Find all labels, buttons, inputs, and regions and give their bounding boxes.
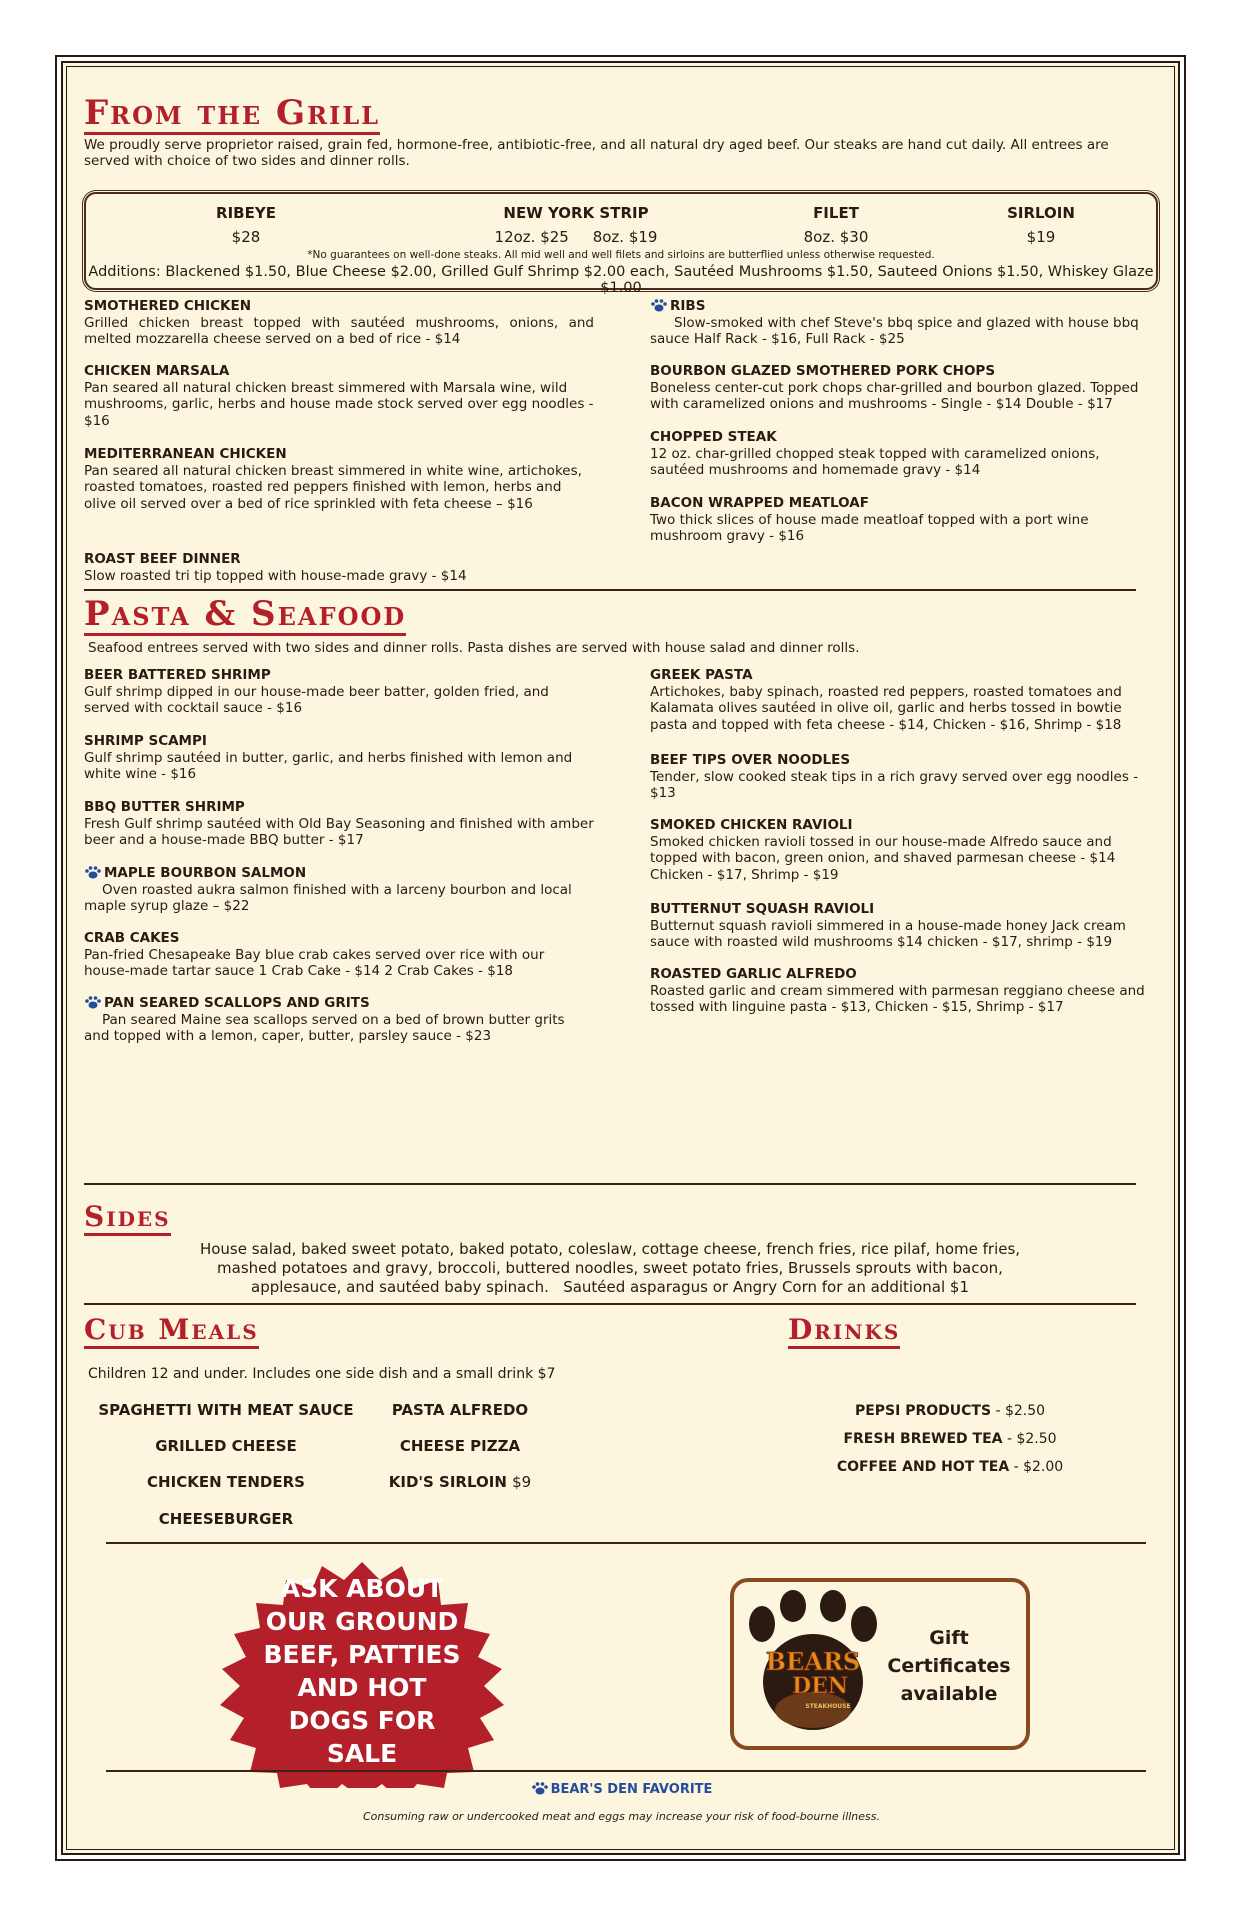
promo-line: DOGS FOR (288, 1706, 436, 1735)
promo-line: SALE (326, 1739, 398, 1768)
menu-item-roast-beef-dinner (84, 551, 594, 584)
steak-additions: Additions: Blackened $1.50, Blue Cheese $2.00, Grilled Gulf Shrimp $2.00 each, Sautéed Mushrooms $1.50, Sauteed Onions $1.50, Whiskey Glaze $1.00 (88, 264, 1154, 296)
menu-item-pork-chops (650, 363, 1165, 413)
item-description: 12 oz. char-grilled chopped steak topped with caramelized onions, sautéed mushrooms and homemade gravy - $14 (650, 445, 1100, 478)
gift-certificate-box (730, 1578, 1030, 1750)
drink-price: - $2.50 (991, 1403, 1046, 1419)
kid-item-sirloin (360, 1473, 560, 1491)
promo-line: ASK ABOUT (280, 1574, 444, 1603)
item-description: Gulf shrimp sautéed in butter, garlic, and herbs finished with lemon and white wine - $16 (84, 749, 573, 782)
menu-item-bacon-meatloaf (650, 495, 1130, 545)
steak-price: $28 (231, 228, 261, 246)
drink-name: PEPSI PRODUCTS (854, 1403, 992, 1419)
section-divider (106, 1542, 1146, 1544)
steak-price: $19 (1026, 228, 1056, 246)
promo-line: AND HOT (297, 1673, 427, 1702)
grill-intro: We proudly serve proprietor raised, grain fed, hormone-free, antibiotic-free, and all natural dry aged beef. Our steaks are hand cut daily. All entrees are served with choice of two sides and dinner rolls. (84, 137, 1109, 169)
item-title: ROAST BEEF DINNER (84, 551, 241, 567)
item-description: Slow roasted tri tip topped with house-made gravy - $14 (84, 567, 467, 584)
drink-item (800, 1403, 1100, 1419)
steak-ribeye (146, 204, 346, 246)
item-description: Boneless center-cut pork chops char-grilled and bourbon glazed. Topped with caramelized onions and mushrooms - Single - $14 Double - $17 (650, 379, 1139, 412)
pasta-heading: Pasta & Seafood (84, 594, 407, 634)
kid-item: CHICKEN TENDERS (147, 1473, 305, 1491)
gift-line: available (900, 1683, 998, 1705)
menu-item-bbq-butter-shrimp (84, 799, 594, 849)
item-description: Roasted garlic and cream simmered with parmesan reggiano cheese and tossed with linguine pasta - $13, Chicken - $15, Shrimp - $17 (650, 982, 1145, 1015)
item-description: Slow-smoked with chef Steve's bbq spice and glazed with house bbq sauce Half Rack - $16, Full Rack - $25 (650, 314, 1139, 347)
drink-item (800, 1431, 1100, 1447)
item-description: Pan seared all natural chicken breast simmered with Marsala wine, wild mushrooms, garlic, herbs and house made stock served over egg noodles - $16 (84, 379, 594, 429)
sides-line: applesauce, and sautéed baby spinach. Sautéed asparagus or Angry Corn for an additional $1 (251, 1278, 969, 1296)
menu-item-butternut-ravioli (650, 901, 1145, 951)
menu-item-crab-cakes (84, 930, 594, 980)
drink-item (800, 1459, 1100, 1475)
menu-item-smoked-chicken-ravioli (650, 817, 1145, 883)
favorite-legend (0, 1781, 1243, 1797)
item-description: Pan-fried Chesapeake Bay blue crab cakes served over rice with our house-made tartar sauce 1 Crab Cake - $14 2 Crab Cakes - $18 (84, 946, 545, 979)
steak-name: NEW YORK STRIP (503, 204, 649, 222)
menu-item-ribs (650, 298, 1160, 348)
promo-line: BEEF, PATTIES (263, 1640, 461, 1669)
steak-name: FILET (813, 204, 859, 222)
item-title-row (84, 995, 594, 1012)
paw-icon (84, 995, 102, 1009)
item-description: Artichokes, baby spinach, roasted red peppers, roasted tomatoes and Kalamata olives sautéed in olive oil, garlic and herbs tossed in bowtie pasta and topped with feta cheese - $14, Chicken - $16, Shrimp - $18 (650, 683, 1122, 733)
item-title: CHOPPED STEAK (650, 429, 777, 445)
paw-icon (650, 298, 668, 312)
steak-name: RIBEYE (216, 204, 276, 222)
item-title: BUTTERNUT SQUASH RAVIOLI (650, 901, 875, 917)
kid-item: GRILLED CHEESE (155, 1437, 297, 1455)
drink-name: FRESH BREWED TEA (843, 1431, 1003, 1447)
item-description: Pan seared all natural chicken breast simmered in white wine, artichokes, roasted tomatoes, roasted red peppers finished with lemon, herbs and olive oil served over a bed of rice sprinkled with feta cheese – $16 (84, 462, 582, 512)
gift-text (884, 1624, 1014, 1708)
item-title: BEEF TIPS OVER NOODLES (650, 752, 851, 768)
item-title: MAPLE BOURBON SALMON (104, 865, 307, 881)
steak-filet (736, 204, 936, 246)
item-title-row (650, 298, 1160, 315)
steak-name: SIRLOIN (1007, 204, 1075, 222)
kid-sirloin-price: $9 (512, 1473, 532, 1491)
menu-item-chicken-marsala (84, 363, 594, 429)
gift-line: Gift (929, 1627, 969, 1649)
kid-item: SPAGHETTI WITH MEAT SAUCE (98, 1401, 354, 1419)
item-title: CHICKEN MARSALA (84, 363, 230, 379)
item-title: PAN SEARED SCALLOPS AND GRITS (104, 995, 370, 1011)
logo-word-bears: BEARS (765, 1647, 861, 1676)
kid-item: CHEESE PIZZA (399, 1437, 521, 1455)
consumption-warning: Consuming raw or undercooked meat and eggs may increase your risk of food-bourne illness. (363, 1810, 880, 1823)
gift-line: Certificates (887, 1655, 1011, 1677)
grill-heading: From the Grill (84, 93, 381, 133)
sides-line: House salad, baked sweet potato, baked potato, coleslaw, cottage cheese, french fries, rice pilaf, home fries, (199, 1240, 1021, 1258)
item-title: GREEK PASTA (650, 667, 753, 683)
drink-name: COFFEE AND HOT TEA (836, 1459, 1010, 1475)
item-title: SMOKED CHICKEN RAVIOLI (650, 817, 853, 833)
cub-heading: Cub Meals (84, 1316, 259, 1349)
section-divider (84, 1303, 1136, 1305)
kid-item: PASTA ALFREDO (391, 1401, 529, 1419)
menu-item-maple-bourbon-salmon (84, 865, 594, 915)
menu-item-chopped-steak (650, 429, 1130, 479)
item-title: BEER BATTERED SHRIMP (84, 667, 271, 683)
item-title: BACON WRAPPED MEATLOAF (650, 495, 869, 511)
item-description: Grilled chicken breast topped with sautéed mushrooms, onions, and melted mozzarella cheese served on a bed of rice - $14 (84, 314, 594, 347)
item-title-row (84, 865, 594, 882)
pasta-intro: Seafood entrees served with two sides and dinner rolls. Pasta dishes are served with house salad and dinner rolls. (88, 640, 860, 656)
steak-price: 12oz. $25 8oz. $19 (494, 228, 658, 246)
item-description: Tender, slow cooked steak tips in a rich gravy served over egg noodles - $13 (650, 768, 1139, 801)
item-description: Pan seared Maine sea scallops served on a bed of brown butter grits and topped with a lemon, caper, butter, parsley sauce - $23 (84, 1011, 565, 1044)
menu-item-greek-pasta (650, 667, 1145, 733)
item-description: Smoked chicken ravioli tossed in our house-made Alfredo sauce and topped with bacon, green onion, and shaved parmesan cheese - $14 Chicken - $17, Shrimp - $19 (650, 833, 1116, 883)
steak-box (84, 192, 1158, 296)
drinks-heading: Drinks (788, 1316, 900, 1349)
steak-sirloin (941, 204, 1141, 246)
steak-price: 8oz. $30 (803, 228, 869, 246)
promo-text (232, 1572, 492, 1770)
item-description: Gulf shrimp dipped in our house-made beer batter, golden fried, and served with cocktail sauce - $16 (84, 683, 549, 716)
item-title: BOURBON GLAZED SMOTHERED PORK CHOPS (650, 363, 996, 379)
menu-item-smothered-chicken (84, 298, 594, 348)
item-title: CRAB CAKES (84, 930, 180, 946)
steak-note: *No guarantees on well-done steaks. All mid well and well filets and sirloins are butterflied unless otherwise requested. (307, 249, 935, 261)
sides-heading: Sides (84, 1203, 171, 1236)
logo-word-den: DEN (792, 1673, 848, 1699)
section-divider (106, 1770, 1146, 1772)
menu-item-shrimp-scampi (84, 733, 594, 783)
kid-item: CHEESEBURGER (158, 1510, 294, 1528)
item-description: Fresh Gulf shrimp sautéed with Old Bay Seasoning and finished with amber beer and a house-made BBQ butter - $17 (84, 815, 594, 848)
drink-price: - $2.00 (1009, 1459, 1064, 1475)
menu-item-beef-tips (650, 752, 1145, 802)
steak-new-york-strip (401, 204, 751, 246)
menu-item-beer-battered-shrimp (84, 667, 594, 717)
item-title: BBQ BUTTER SHRIMP (84, 799, 245, 815)
menu-item-garlic-alfredo (650, 966, 1165, 1016)
item-description: Oven roasted aukra salmon finished with a larceny bourbon and local maple syrup glaze – $22 (84, 881, 572, 914)
cub-intro: Children 12 and under. Includes one side dish and a small drink $7 (88, 1366, 556, 1382)
item-description: Butternut squash ravioli simmered in a house-made honey Jack cream sauce with roasted wild mushrooms $14 chicken - $17, shrimp - $19 (650, 917, 1126, 950)
item-description: Two thick slices of house made meatloaf topped with a port wine mushroom gravy - $16 (650, 511, 1089, 544)
section-divider (84, 1183, 1136, 1185)
item-title: SHRIMP SCAMPI (84, 733, 207, 749)
sides-list (110, 1240, 1110, 1297)
item-title: SMOTHERED CHICKEN (84, 298, 252, 314)
sides-line: mashed potatoes and gravy, broccoli, buttered noodles, sweet potato fries, Brussels sprouts with bacon, (217, 1259, 1003, 1277)
item-title: RIBS (670, 298, 706, 314)
favorite-label: BEAR'S DEN FAVORITE (550, 1782, 713, 1797)
menu-item-mediterranean-chicken (84, 446, 594, 512)
bears-den-logo (748, 1590, 878, 1740)
drink-price: - $2.50 (1002, 1431, 1057, 1447)
kid-item: KID'S SIRLOIN (388, 1473, 507, 1491)
logo-word-steakhouse: STEAKHOUSE (805, 1703, 851, 1710)
item-title: MEDITERRANEAN CHICKEN (84, 446, 287, 462)
item-title: ROASTED GARLIC ALFREDO (650, 966, 857, 982)
menu-item-scallops-grits (84, 995, 594, 1045)
paw-icon (531, 1781, 549, 1795)
paw-icon (84, 865, 102, 879)
promo-line: OUR GROUND (265, 1607, 459, 1636)
section-divider (84, 589, 1136, 591)
